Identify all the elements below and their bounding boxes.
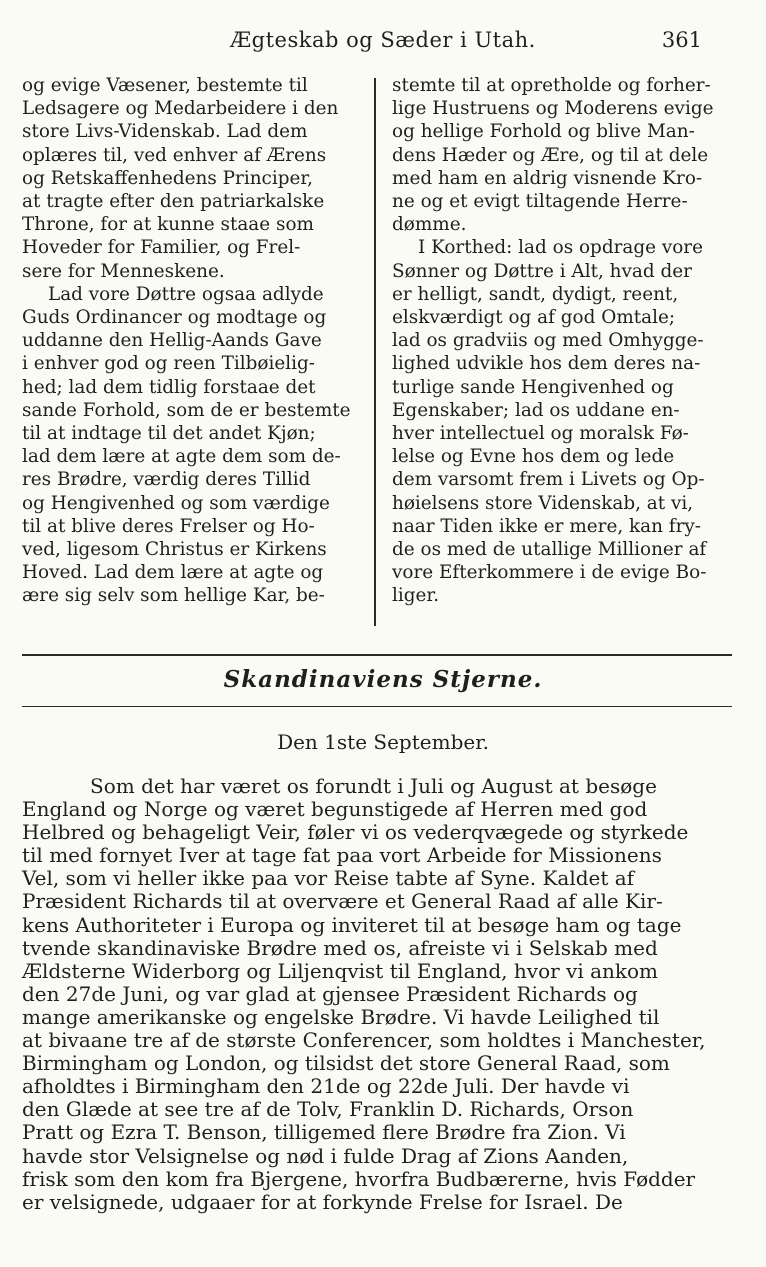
text-line: den 27de Juni, og var glad at gjensee Præsident Richards og [22, 981, 638, 1006]
text-line: ved, ligesom Christus er Kirkens [22, 539, 327, 561]
text-line: sere for Menneskene. [22, 260, 225, 282]
text-line: Vel, som vi heller ikke paa vor Reise tabte af Syne. Kaldet af [22, 866, 635, 891]
text-line: til med fornyet Iver at tage fat paa vort Arbeide for Missionens [22, 843, 662, 868]
text-line: Hoveder for Familier, og Frel- [22, 237, 301, 259]
text-line: Præsident Richards til at overvære et General Raad af alle Kir- [22, 889, 663, 914]
running-header [0, 28, 766, 58]
text-line: høielsens store Videnskab, at vi, [392, 492, 694, 514]
article-body [22, 775, 726, 1214]
text-line: at tragte efter den patriarkalske [22, 191, 325, 213]
text-line: dem varsomt frem i Livets og Op- [392, 469, 705, 491]
text-line: Ledsagere og Medarbeidere i den [22, 98, 339, 120]
text-line: Birmingham og London, og tilsidst det store General Raad, som [22, 1051, 670, 1076]
text-line: res Brødre, værdig deres Tillid [22, 469, 311, 491]
column-divider [374, 78, 376, 626]
left-column [22, 74, 358, 608]
text-line: naar Tiden ikke er mere, kan fry- [392, 515, 702, 537]
running-title: Ægteskab og Sæder i Utah. [230, 28, 536, 52]
text-line: turlige sande Hengivenhed og [392, 376, 674, 398]
text-line: og hellige Forhold og blive Man- [392, 121, 695, 143]
text-line: store Livs-Videnskab. Lad dem [22, 121, 308, 143]
text-line: England og Norge og været begunstigede af Herren med god [22, 797, 648, 822]
text-line: lighed udvikle hos dem deres na- [392, 353, 701, 375]
text-line: ære sig selv som hellige Kar, be- [22, 585, 325, 607]
text-line: lad dem lære at agte dem som de- [22, 446, 341, 468]
text-line: Pratt og Ezra T. Benson, tilligemed flere Brødre fra Zion. Vi [22, 1120, 626, 1145]
text-line: lelse og Evne hos dem og lede [392, 446, 675, 468]
text-line: og Retskaffenhedens Principer, [22, 167, 314, 189]
text-line: dømme. [392, 214, 467, 236]
text-line: afholdtes i Birmingham den 21de og 22de Juli. Der havde vi [22, 1074, 630, 1099]
text-line: elskværdigt og af god Omtale; [392, 307, 676, 329]
text-line: oplæres til, ved enhver af Ærens [22, 144, 327, 166]
text-line: tvende skandinaviske Brødre med os, afreiste vi i Selskab med [22, 935, 658, 960]
text-line: og Hengivenhed og som værdige [22, 492, 330, 514]
text-line: Lad vore Døttre ogsaa adlyde [48, 283, 324, 305]
text-line: kens Authoriteter i Europa og inviteret til at besøge ham og tage [22, 912, 682, 937]
text-line: Egenskaber; lad os uddane en- [392, 399, 680, 421]
text-line: havde stor Velsignelse og nød i fulde Drag af Zions Aanden, [22, 1143, 629, 1168]
page-number: 361 [661, 28, 702, 52]
text-line: liger. [392, 585, 440, 607]
text-line: den Glæde at see tre af de Tolv, Franklin D. Richards, Orson [22, 1097, 634, 1122]
text-line: vore Efterkommere i de evige Bo- [392, 562, 707, 584]
text-line: stemte til at opretholde og forher- [392, 75, 711, 96]
text-line: Som det har været os forundt i Juli og August at besøge [90, 774, 657, 798]
text-line: uddanne den Hellig-Aands Gave [22, 330, 322, 352]
text-line: lige Hustruens og Moderens evige [392, 98, 714, 120]
text-line: med ham en aldrig visnende Kro- [392, 167, 703, 189]
text-line: Helbred og behageligt Veir, føler vi os vederqvægede og styrkede [22, 820, 689, 845]
text-line: at bivaane tre af de største Conferencer, som holdtes i Manchester, [22, 1028, 706, 1053]
text-line: I Korthed: lad os opdrage vore [418, 237, 703, 259]
text-line: sande Forhold, som de er bestemte [22, 399, 351, 421]
text-line: Throne, for at kunne staae som [22, 214, 314, 236]
section-rule-bottom [22, 706, 732, 707]
text-line: de os med de utallige Millioner af [392, 539, 707, 561]
text-line: Hoved. Lad dem lære at agte og [22, 562, 324, 584]
section-rule-top [22, 654, 732, 656]
right-column [392, 74, 732, 608]
text-line: i enhver god og reen Tilbøielig- [22, 353, 316, 375]
text-line: frisk som den kom fra Bjergene, hvorfra Budbærerne, hvis Fødder [22, 1166, 696, 1191]
text-line: Sønner og Døttre i Alt, hvad der [392, 260, 692, 282]
text-line: ne og et evigt tiltagende Herre- [392, 191, 688, 213]
text-line: lad os gradviis og med Omhygge- [392, 330, 704, 352]
text-line: hed; lad dem tidlig forstaae det [22, 376, 316, 398]
dateline: Den 1ste September. [277, 730, 489, 754]
text-line: mange amerikanske og engelske Brødre. Vi havde Leilighed til [22, 1004, 660, 1029]
text-line: dens Hæder og Ære, og til at dele [392, 144, 709, 166]
text-line: er velsignede, udgaaer for at forkynde Frelse for Israel. De [22, 1189, 623, 1214]
section-title: Skandinaviens Stjerne. [223, 666, 543, 693]
text-line: til at indtage til det andet Kjøn; [22, 423, 316, 445]
text-line: hver intellectuel og moralsk Fø- [392, 423, 689, 445]
text-line: Guds Ordinancer og modtage og [22, 307, 327, 329]
text-line: er helligt, sandt, dydigt, reent, [392, 283, 679, 305]
text-line: til at blive deres Frelser og Ho- [22, 515, 315, 537]
text-line: Ældsterne Widerborg og Liljenqvist til England, hvor vi ankom [22, 958, 659, 983]
text-line: og evige Væsener, bestemte til [22, 75, 308, 96]
